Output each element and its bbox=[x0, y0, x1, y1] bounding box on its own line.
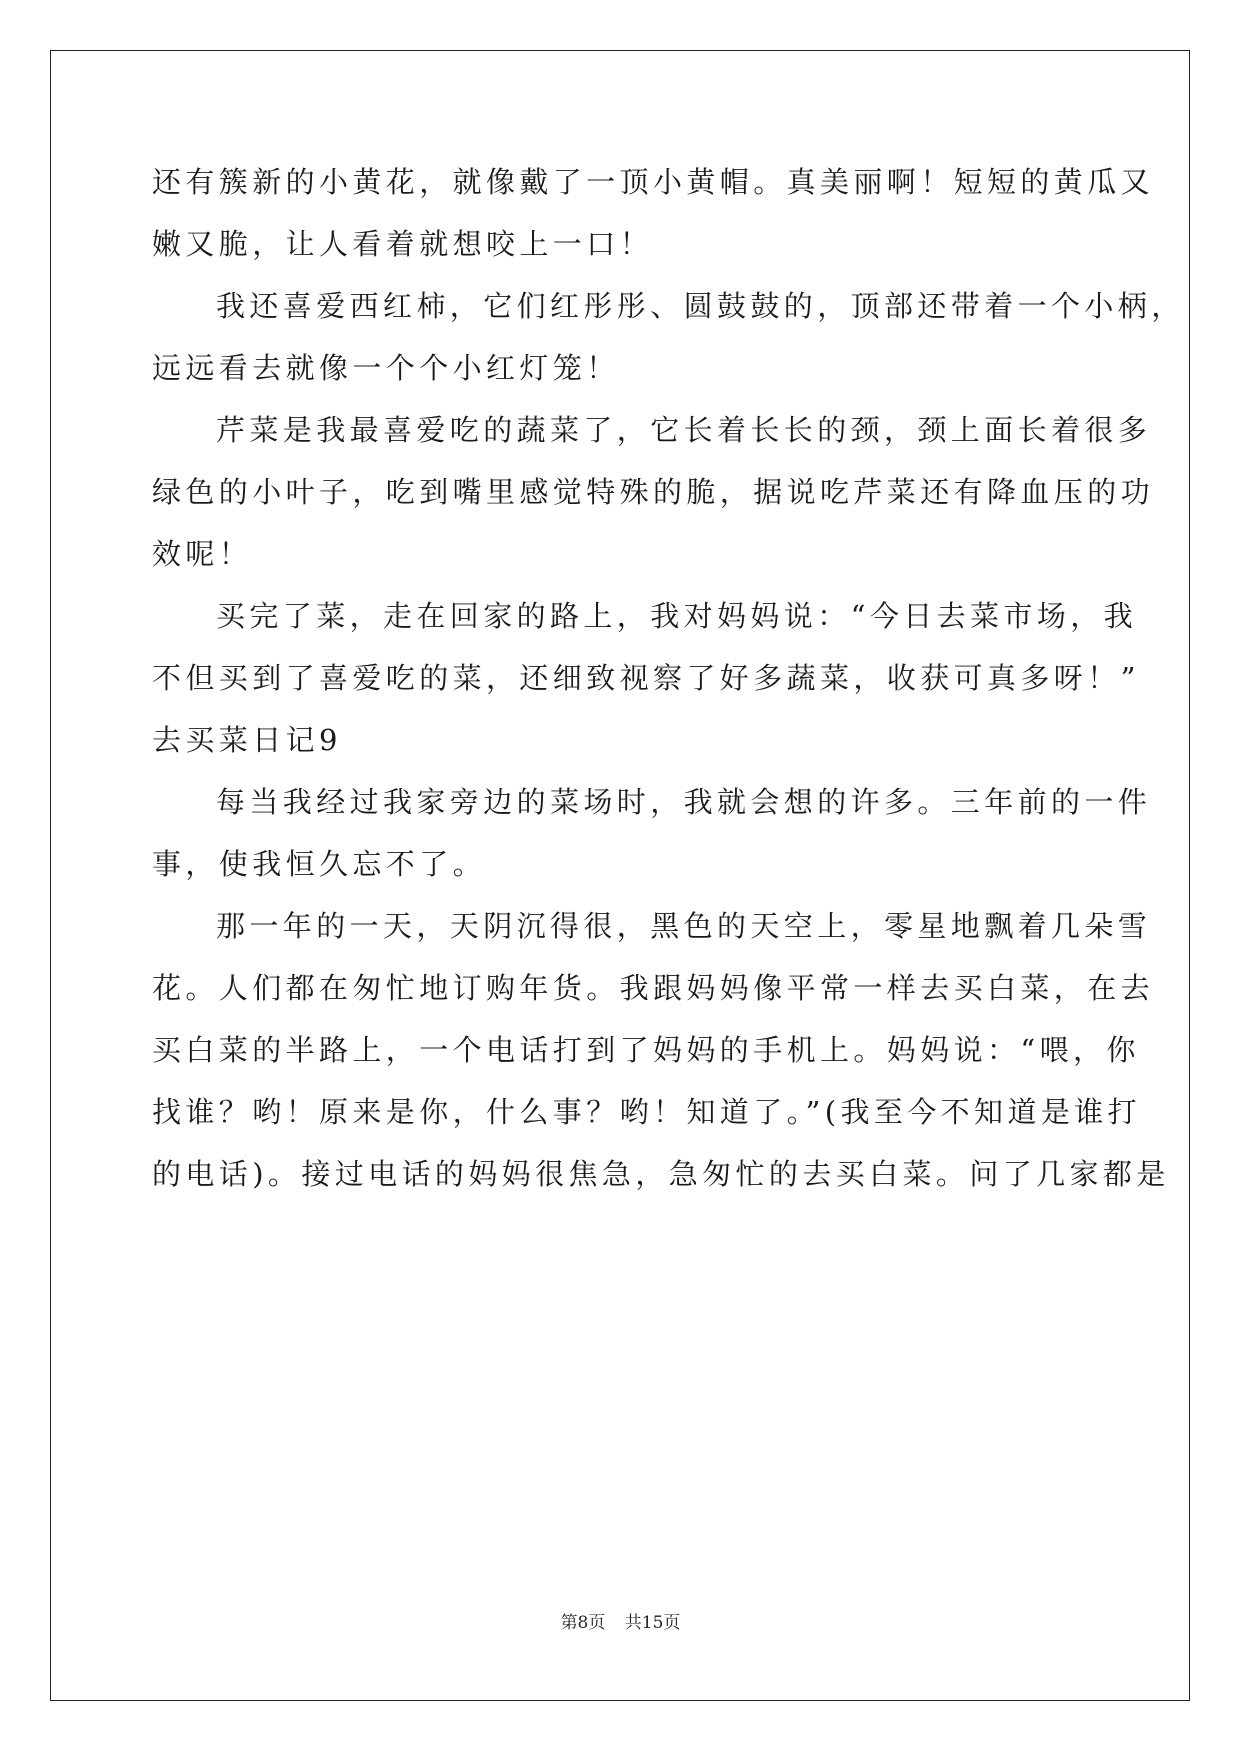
text-line: 绿色的小叶子，吃到嘴里感觉特殊的脆，据说吃芹菜还有降血压的功 bbox=[152, 475, 1155, 509]
text-line: 花。人们都在匆忙地订购年货。我跟妈妈像平常一样去买白菜，在去 bbox=[152, 971, 1155, 1005]
document-body bbox=[152, 160, 1185, 1214]
page-number: 第8页 bbox=[560, 1613, 606, 1633]
text-line: 嫩又脆，让人看着就想咬上一口！ bbox=[152, 227, 654, 261]
text-line: 买白菜的半路上，一个电话打到了妈妈的手机上。妈妈说：“喂，你 bbox=[152, 1033, 1140, 1067]
text-line: 不但买到了喜爱吃的菜，还细致视察了好多蔬菜，收获可真多呀！” bbox=[152, 661, 1140, 695]
paragraph-start-line: 芹菜是我最喜爱吃的蔬菜了，它长着长长的颈，颈上面长着很多 bbox=[216, 413, 1152, 447]
page-footer bbox=[0, 1608, 1241, 1633]
text-line: 的电话)。接过电话的妈妈很焦急，急匆忙的去买白菜。问了几家都是 bbox=[152, 1157, 1170, 1191]
text-line: 事，使我恒久忘不了。 bbox=[152, 847, 487, 881]
text-line: 还有簇新的小黄花，就像戴了一顶小黄帽。真美丽啊！短短的黄瓜又 bbox=[152, 165, 1155, 199]
paragraph-start-line: 那一年的一天，天阴沉得很，黑色的天空上，零星地飘着几朵雪 bbox=[216, 909, 1152, 943]
text-line: 找谁？哟！原来是你，什么事？哟！知道了。”(我至今不知道是谁打 bbox=[152, 1095, 1142, 1129]
paragraph-start-line: 每当我经过我家旁边的菜场时，我就会想的许多。三年前的一件 bbox=[216, 785, 1152, 819]
section-heading: 去买菜日记9 bbox=[152, 723, 342, 757]
page-total: 共15页 bbox=[624, 1613, 681, 1633]
text-line: 效呢！ bbox=[152, 537, 253, 571]
paragraph-start-line: 我还喜爱西红柿，它们红彤彤、圆鼓鼓的，顶部还带着一个小柄， bbox=[216, 289, 1185, 323]
text-line: 远远看去就像一个个小红灯笼！ bbox=[152, 351, 620, 385]
paragraph-start-line: 买完了菜，走在回家的路上，我对妈妈说：“今日去菜市场，我 bbox=[216, 599, 1138, 633]
